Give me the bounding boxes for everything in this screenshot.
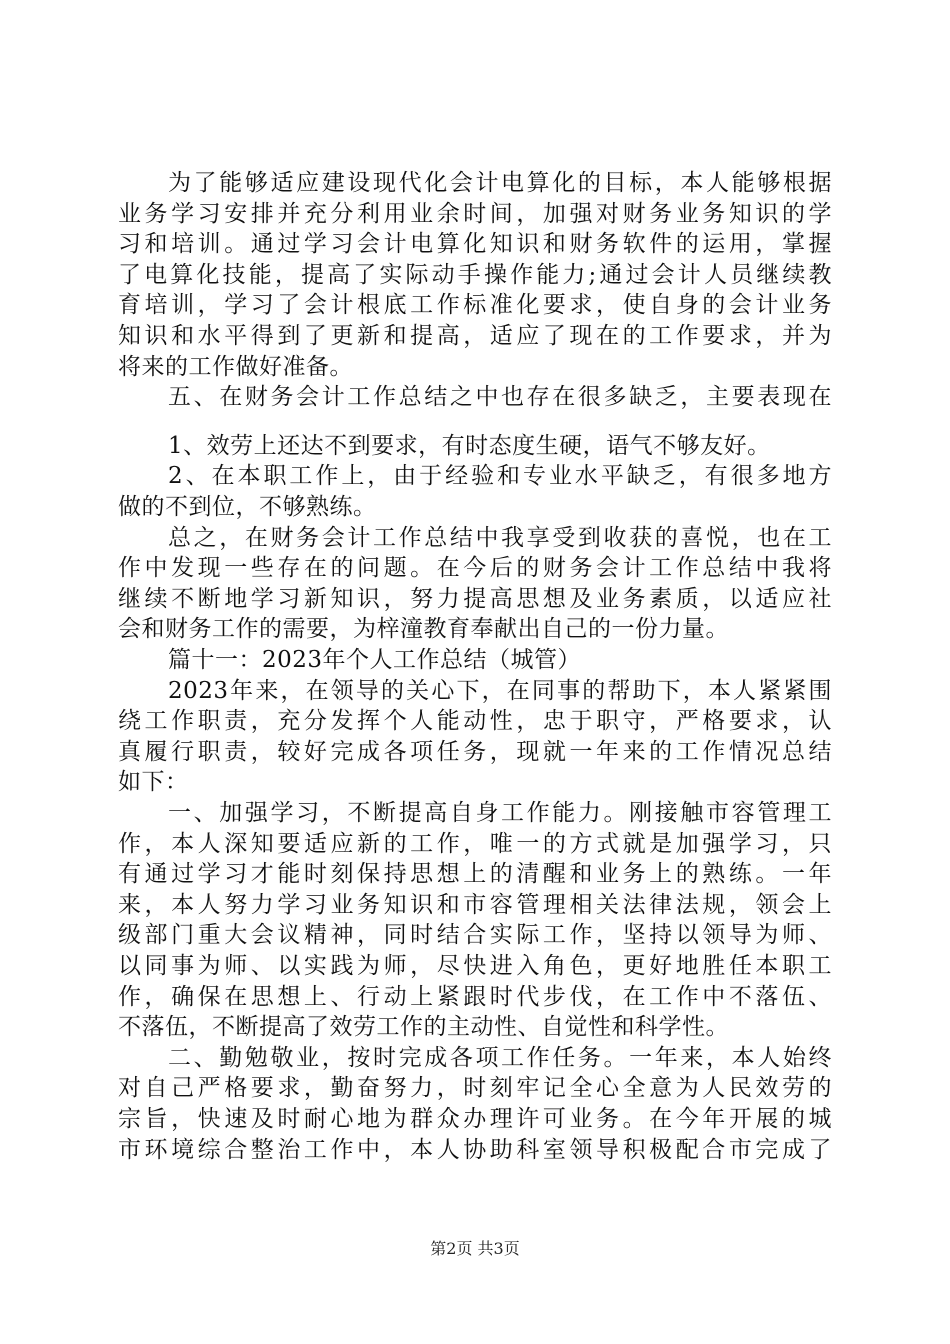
text-line: 习和培训。通过学习会计电算化知识和财务软件的运用，掌握 [118, 231, 832, 257]
text-line: 作，本人深知要适应新的工作，唯一的方式就是加强学习，只 [118, 831, 832, 857]
page-footer: 第2页 共3页 [430, 1239, 520, 1258]
text-line: 将来的工作做好准备。 [118, 354, 353, 380]
text-line: 五、在财务会计工作总结之中也存在很多缺乏，主要表现在 [168, 384, 832, 410]
text-line: 为了能够适应建设现代化会计电算化的目标，本人能够根据 [168, 170, 832, 196]
text-line: 业务学习安排并充分利用业余时间，加强对财务业务知识的学 [118, 201, 832, 227]
text-line: 级部门重大会议精神，同时结合实际工作，坚持以领导为师、 [118, 922, 832, 948]
text-line: 市环境综合整治工作中，本人协助科室领导积极配合市完成了 [118, 1137, 832, 1163]
text-line: 1、效劳上还达不到要求，有时态度生硬，语气不够友好。 [168, 433, 771, 459]
text-line: 不落伍，不断提高了效劳工作的主动性、自觉性和科学性。 [118, 1014, 729, 1040]
text-line: 会和财务工作的需要，为梓潼教育奉献出自己的一份力量。 [118, 616, 729, 642]
text-line: 作中发现一些存在的问题。在今后的财务会计工作总结中我将 [118, 555, 832, 581]
text-line: 二、勤勉敬业，按时完成各项工作任务。一年来，本人始终 [168, 1045, 832, 1071]
text-line: 一、加强学习，不断提高自身工作能力。刚接触市容管理工 [168, 800, 832, 826]
text-line: 真履行职责，较好完成各项任务，现就一年来的工作情况总结 [118, 739, 832, 765]
text-line: 作，确保在思想上、行动上紧跟时代步伐，在工作中不落伍、 [118, 984, 832, 1010]
text-line: 知识和水平得到了更新和提高，适应了现在的工作要求，并为 [118, 323, 832, 349]
text-line: 如下： [118, 769, 189, 795]
text-line: 绕工作职责，充分发挥个人能动性，忠于职守，严格要求，认 [118, 708, 832, 734]
text-line: 2、在本职工作上，由于经验和专业水平缺乏，有很多地方 [168, 463, 832, 489]
text-line: 来，本人努力学习业务知识和市容管理相关法律法规，领会上 [118, 892, 832, 918]
text-line: 以同事为师、以实践为师，尽快进入角色，更好地胜任本职工 [118, 953, 832, 979]
text-line: 了电算化技能，提高了实际动手操作能力;通过会计人员继续教 [118, 262, 832, 288]
text-line: 做的不到位，不够熟练。 [118, 494, 377, 520]
text-line: 继续不断地学习新知识，努力提高思想及业务素质，以适应社 [118, 586, 832, 612]
text-line: 有通过学习才能时刻保持思想上的清醒和业务上的熟练。一年 [118, 861, 832, 887]
text-line: 总之，在财务会计工作总结中我享受到收获的喜悦，也在工 [168, 525, 832, 551]
text-line: 育培训，学习了会计根底工作标准化要求，使自身的会计业务 [118, 292, 832, 318]
text-line: 对自己严格要求，勤奋努力，时刻牢记全心全意为人民效劳的 [118, 1075, 832, 1101]
section-heading: 篇十一：2023年个人工作总结（城管） [168, 647, 582, 673]
text-line: 宗旨，快速及时耐心地为群众办理许可业务。在今年开展的城 [118, 1106, 832, 1132]
text-line: 2023年来，在领导的关心下，在同事的帮助下，本人紧紧围 [168, 678, 832, 704]
